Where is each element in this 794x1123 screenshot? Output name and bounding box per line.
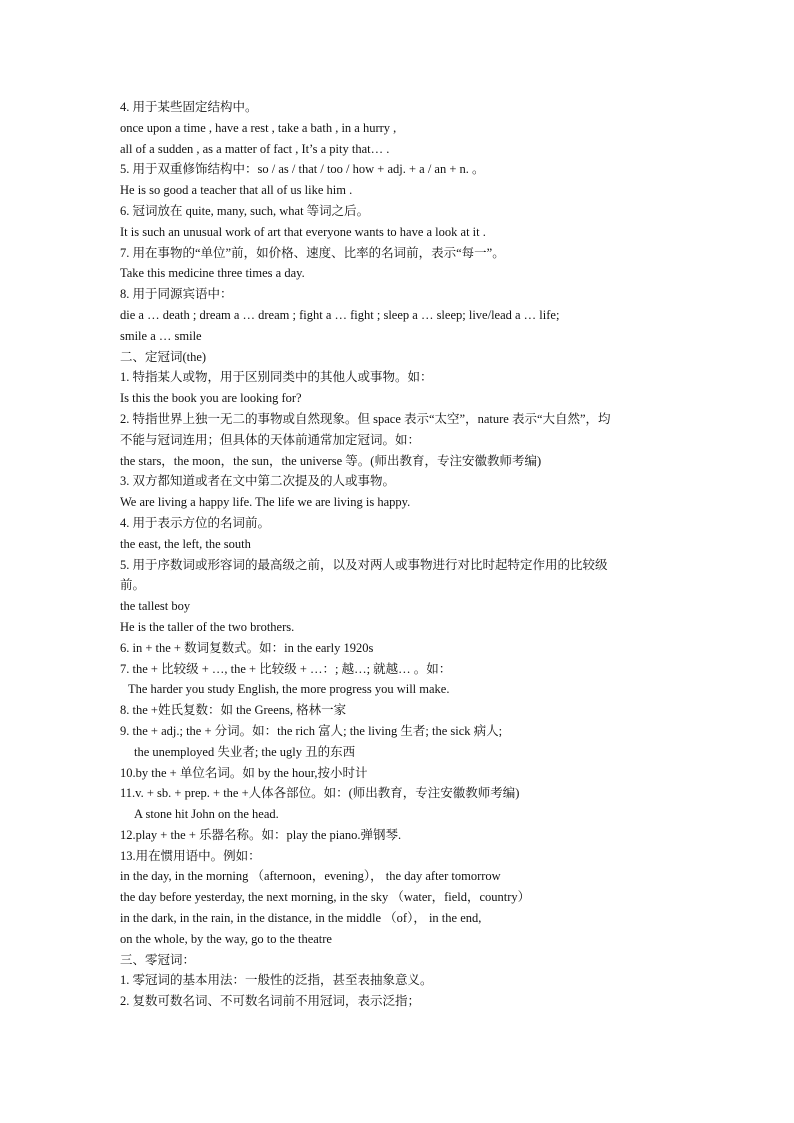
text-line: 10.by the + 单位名词。如 by the hour,按小时计 [120, 765, 368, 780]
text-line: 8. 用于同源宾语中： [120, 287, 233, 302]
text-line: the stars，the moon，the sun，the universe 等。(师出教育，专注安徽教师考编) [120, 453, 542, 468]
text-line: 13.用在惯用语中。例如： [120, 848, 261, 863]
text-line: 11.v. + sb. + prep. + the +人体各部位。如：(师出教育，专注安徽教师考编) [120, 786, 520, 801]
text-line: 5. 用于序数词或形容词的最高级之前，以及对两人或事物进行对比时起特定作用的比较级 [120, 557, 608, 572]
text-line: the day before yesterday, the next morning, in the sky （water，field，country） [120, 890, 531, 905]
text-line: 前。 [120, 578, 146, 593]
text-line: on the whole, by the way, go to the theatre [120, 931, 332, 946]
text-line: smile a … smile [120, 328, 202, 343]
text-line: die a … death ; dream a … dream ; fight a … fight ; sleep a … sleep; live/lead a … life; [120, 307, 560, 322]
text-line: the tallest boy [120, 599, 191, 614]
text-line: 2. 复数可数名词、不可数名词前不用冠词，表示泛指； [120, 994, 421, 1009]
text-line: the east, the left, the south [120, 536, 251, 551]
text-line: 4. 用于表示方位的名词前。 [120, 515, 271, 530]
text-line: 4. 用于某些固定结构中。 [120, 100, 258, 114]
text-line: 6. in + the + 数词复数式。如：in the early 1920s [120, 640, 374, 655]
text-line: 5. 用于双重修饰结构中：so / as / that / too / how + adj. + a / an + n. 。 [120, 162, 485, 177]
text-line: 不能与冠词连用；但具体的天体前通常加定冠词。如： [120, 432, 421, 447]
text-line: the unemployed 失业者; the ugly 丑的东西 [134, 744, 356, 759]
text-line: Take this medicine three times a day. [120, 266, 305, 281]
text-line: 2. 特指世界上独一无二的事物或自然现象。但 space 表示“太空”，nature 表示“大自然”，均 [120, 411, 611, 426]
text-line: 3. 双方都知道或者在文中第二次提及的人或事物。 [120, 474, 396, 489]
text-line: 7. the + 比较级 + …, the + 比较级 + …：; 越…; 就越… 。如： [120, 661, 452, 676]
section-heading: 三、零冠词： [120, 952, 196, 967]
text-line: 1. 零冠词的基本用法：一般性的泛指，甚至表抽象意义。 [120, 973, 433, 988]
text-line: He is the taller of the two brothers. [120, 619, 295, 634]
text-line: in the day, in the morning （afternoon，evening）， the day after tomorrow [120, 869, 501, 884]
text-line: in the dark, in the rain, in the distance, in the middle （of）， in the end, [120, 911, 482, 926]
text-line: Is this the book you are looking for? [120, 391, 302, 406]
text-line: all of a sudden , as a matter of fact , It’s a pity that… . [120, 141, 390, 156]
text-line: once upon a time , have a rest , take a bath , in a hurry , [120, 120, 397, 135]
text-line: 12.play + the + 乐器名称。如：play the piano.弹钢琴. [120, 827, 402, 842]
text-line: 1. 特指某人或物，用于区别同类中的其他人或事物。如： [120, 370, 433, 385]
text-line: 7. 用在事物的“单位”前，如价格、速度、比率的名词前，表示“每一”。 [120, 245, 505, 260]
section-heading: 二、定冠词(the) [120, 349, 207, 364]
text-line: He is so good a teacher that all of us like him . [120, 183, 353, 198]
text-line: 6. 冠词放在 quite, many, such, what 等词之后。 [120, 203, 370, 218]
text-line: It is such an unusual work of art that everyone wants to have a look at it . [120, 224, 486, 239]
text-line: 9. the + adj.; the + 分词。如：the rich 富人; the living 生者; the sick 病人; [120, 723, 503, 738]
document-body [120, 97, 680, 1012]
text-line: The harder you study English, the more progress you will make. [128, 682, 450, 697]
text-line: We are living a happy life. The life we are living is happy. [120, 495, 411, 510]
text-line: 8. the +姓氏复数：如 the Greens, 格林一家 [120, 703, 347, 718]
text-line: A stone hit John on the head. [134, 807, 279, 822]
